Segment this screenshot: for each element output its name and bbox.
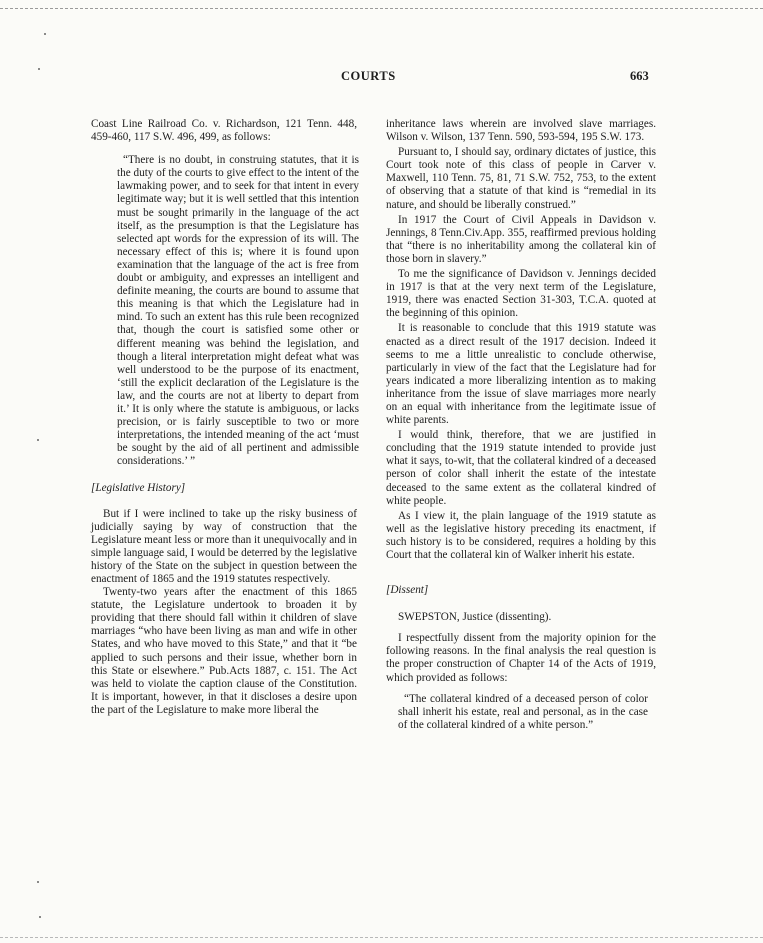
- paragraph: It is reasonable to conclude that this 1919 statute was enacted as a direct result of the 1917 decision. Indeed it seems to me a little unrealistic to conclude otherwise, particularly in view of the fact that the Legislature had for years indicated a more liberalizing intention as to making inheritance from the issue of slave marriages more nearly on an equal with inheritance from the legitimate issue of white parents.: [386, 322, 656, 427]
- paragraph: To me the significance of Davidson v. Jennings decided in 1917 is that at the very next term of the Legislature, 1919, there was enacted Section 31-303, T.C.A. quoted at the beginning of this opinion.: [386, 268, 656, 320]
- justice-line: SWEPSTON, Justice (dissenting).: [398, 611, 552, 624]
- citation-intro: Coast Line Railroad Co. v. Richardson, 121 Tenn. 448, 459-460, 117 S.W. 496, 499, as follows:: [91, 118, 357, 144]
- block-quote: “The collateral kindred of a deceased person of color shall inherit his estate, real and personal, as in the case of the collateral kindred of a white person.”: [398, 692, 648, 731]
- scan-speck: [44, 33, 46, 35]
- running-head: COURTS: [341, 69, 396, 83]
- paragraph: As I view it, the plain language of the 1919 statute as well as the legislative history preceding its enactment, if such history is to be considered, requires a holding by this Court that the collateral kin of Walker inherit his estate.: [386, 509, 656, 561]
- page-header: [0, 69, 763, 85]
- section-heading-dissent: [Dissent]: [386, 584, 429, 597]
- page-number: 663: [630, 69, 649, 83]
- paragraph: I respectfully dissent from the majority opinion for the following reasons. In the final analysis the real question is the proper construction of Chapter 14 of the Acts of 1919, which provided as follows:: [386, 632, 656, 684]
- right-column: [386, 118, 656, 732]
- scan-speck: [37, 881, 39, 883]
- left-column: [91, 118, 357, 717]
- paragraph: But if I were inclined to take up the risky business of judicially saying by way of construction that the Legislature meant less or more than it unequivocally and in simple language said, I would be deterred by the legislative history of the State on the subject in question between the enactment of 1865 and the 1919 statutes respectively.: [91, 507, 357, 585]
- paragraph: Pursuant to, I should say, ordinary dictates of justice, this Court took note of this class of people in Carver v. Maxwell, 110 Tenn. 75, 81, 71 S.W. 752, 753, to the extent of observing that a statute of that kind is “remedial in its nature, and should be liberally construed.”: [386, 146, 656, 211]
- section-heading-legislative-history: [Legislative History]: [91, 482, 186, 495]
- paragraph-continuation: inheritance laws wherein are involved slave marriages. Wilson v. Wilson, 137 Tenn. 590, 593-594, 195 S.W. 173.: [386, 118, 656, 144]
- block-quote: “There is no doubt, in construing statutes, that it is the duty of the courts to give effect to the intent of the lawmaking power, and to seek for that intent in every legitimate way; but it is well settled that this intention must be sought primarily in the language of the act itself, as the presumption is that the Legislature has selected apt words for the expression of its will. The necessary effect of this is; where it is found upon examination that the language of the act is free from doubt or ambiguity, and expresses an intelligent and definite meaning, the courts are bound to assume that this meaning is that which the Legislature had in mind. To such an extent has this rule been recognized that, though the court is satisfied some other or different meaning was behind the legislation, and though a literal interpretation might defeat what was well understood to be the purpose of its enactment, ‘still the explicit declaration of the Legislature is the law, and the courts are not at liberty to depart from it.’ It is only where the statute is ambiguous, or lacks precision, or is fairly susceptible to two or more interpretations, the intended meaning of the act ‘must be sought by the aid of all pertinent and admissible considerations.’ ”: [117, 154, 359, 468]
- top-scan-border: [0, 8, 763, 9]
- scan-speck: [37, 439, 39, 441]
- paragraph: Twenty-two years after the enactment of this 1865 statute, the Legislature undertook to broaden it by providing that there should fall within it children of slave marriages “who have been living as man and wife in other States, and who have moved to this State,” and that it “be applied to such persons and their issue, whether born in this State or elsewhere.” Pub.Acts 1887, c. 151. The Act was held to violate the caption clause of the Constitution. It is important, however, in that it discloses a desire upon the part of the Legislature to make more liberal the: [91, 586, 357, 716]
- paragraph: In 1917 the Court of Civil Appeals in Davidson v. Jennings, 8 Tenn.Civ.App. 355, reaffirmed previous holding that “there is no inheritability among the collateral kin of those born in slavery.”: [386, 213, 656, 265]
- bottom-scan-border: [0, 937, 763, 938]
- paragraph: I would think, therefore, that we are justified in concluding that the 1919 statute intended to provide just what it says, to-wit, that the collateral kindred of a deceased person of color shall inherit the estate of the intestate deceased to the same extent as the collateral kindred of white people.: [386, 429, 656, 507]
- scan-speck: [39, 916, 41, 918]
